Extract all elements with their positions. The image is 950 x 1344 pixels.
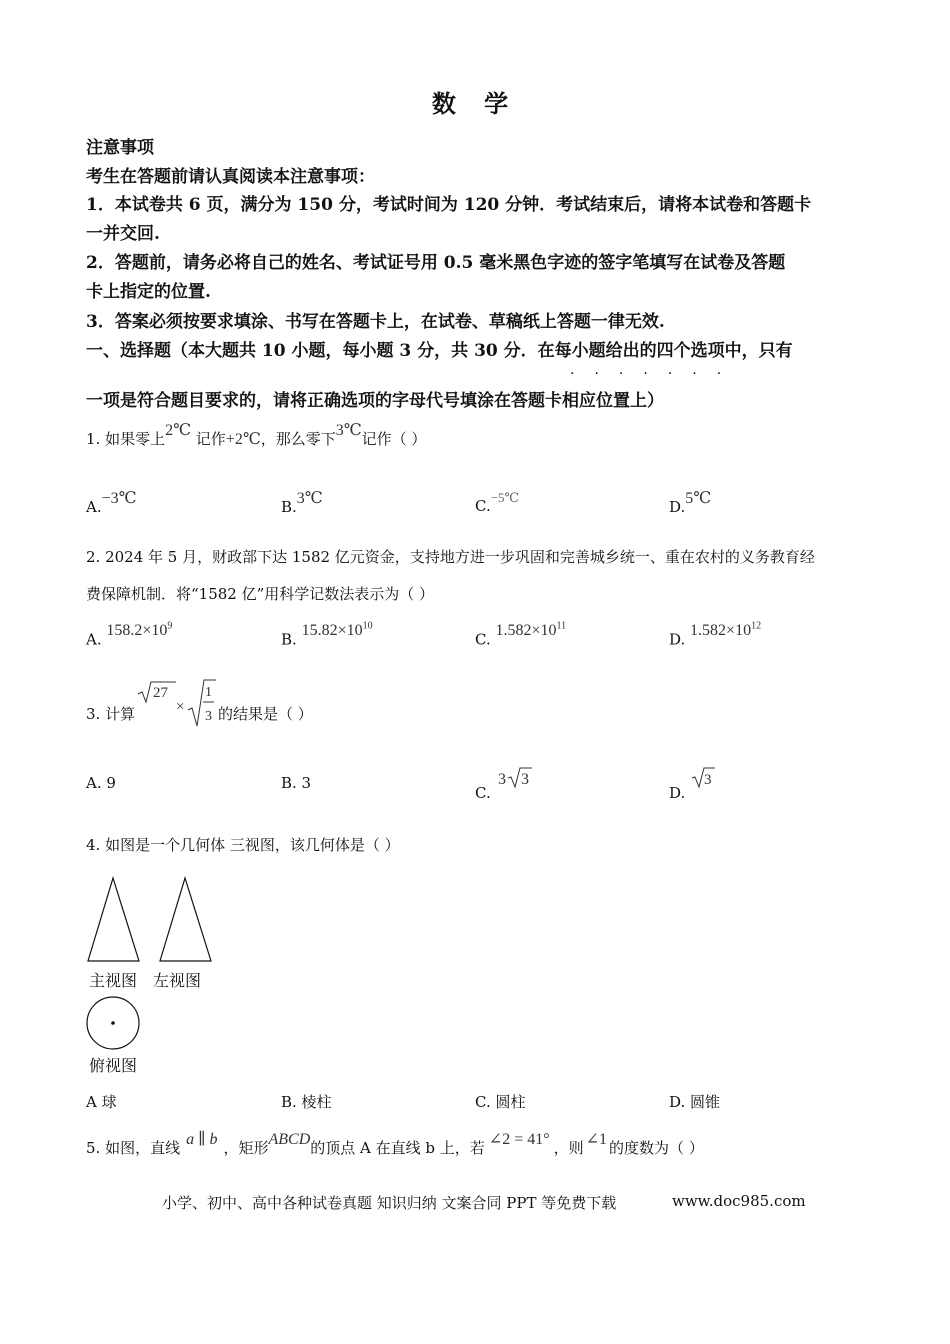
q3-option-a[interactable]: A. 9 — [86, 774, 116, 792]
math-2c: 2℃ — [165, 422, 191, 439]
q2-option-d[interactable]: D. $1.582\times 10^{12}$ — [669, 621, 762, 649]
svg-text:3: 3 — [520, 771, 529, 788]
left-view-label: 左视图 — [153, 971, 202, 990]
footer-text: 小学、初中、高中各种试卷真题 知识归纳 文案合同 PPT 等免费下载 — [162, 1194, 617, 1212]
q1-option-b[interactable]: B.3℃ — [281, 490, 323, 516]
q4-option-d[interactable]: D. 圆锥 — [669, 1093, 721, 1111]
section-heading-cont: 一项是符合题目要求的，请将正确选项的字母代号填涂在答题卡相应位置上） — [86, 391, 664, 411]
emphasis-dots: ....... — [570, 362, 742, 378]
notice-intro: 考生在答题前请认真阅读本注意事项： — [86, 167, 375, 187]
radicand-27: 27 — [153, 685, 168, 701]
question-4: 4. 如图是一个几何体 三视图，该几何体是（ ） — [86, 836, 400, 854]
q1-option-a[interactable]: A.−3℃ — [86, 490, 137, 516]
question-5: 5. 如图，直线 a ∥ b ，矩形ABCD的顶点 A 在直线 b 上，若 ∠2 = 41° ，则 ∠1 的度数为（ ） — [86, 1131, 704, 1157]
question-3-suffix: 的结果是（ ） — [218, 705, 313, 723]
top-view-label: 俯视图 — [89, 1056, 138, 1075]
section-heading: 一、选择题（本大题共 10 小题，每小题 3 分，共 30 分．在每小题给出的四个选项中，只有 — [86, 341, 793, 361]
left-view-triangle — [160, 878, 211, 961]
front-view-triangle — [88, 878, 139, 961]
fraction-denominator: 3 — [205, 709, 212, 724]
svg-text:3: 3 — [497, 771, 506, 788]
svg-text:3: 3 — [704, 772, 712, 788]
q1-option-d[interactable]: D.5℃ — [669, 490, 712, 516]
q4-option-c[interactable]: C. 圆柱 — [475, 1093, 526, 1111]
sqrt-expression — [136, 676, 216, 728]
notice-heading: 注意事项 — [86, 138, 154, 158]
question-2-line-1: 2. 2024 年 5 月，财政部下达 1582 亿元资金，支持地方进一步巩固和完善城乡统一、重在农村的义务教育经 — [86, 548, 815, 566]
three-view-triangles — [86, 874, 216, 966]
q3-option-c[interactable]: C. 3 3 — [475, 774, 532, 802]
notice-item-1: 1．本试卷共 6 页，满分为 150 分，考试时间为 120 分钟．考试结束后，请将本试卷和答题卡 — [86, 195, 812, 215]
notice-item-1-cont: 一并交回. — [86, 224, 160, 244]
q3-option-b[interactable]: B. 3 — [281, 774, 312, 792]
center-point — [111, 1021, 115, 1025]
math-3c: 3℃ — [335, 422, 362, 439]
q4-option-a[interactable]: A 球 — [86, 1093, 117, 1111]
question-2-line-2: 费保障机制．将“1582 亿”用科学记数法表示为（ ） — [86, 585, 435, 603]
question-3-prefix: 3. 计算 — [86, 705, 136, 723]
notice-item-2-cont: 卡上指定的位置. — [86, 282, 211, 302]
q3-option-d[interactable]: D. 3 — [669, 774, 716, 802]
question-1: 1. 如果零上2℃ 记作+2℃，那么零下3℃记作（ ） — [86, 422, 427, 448]
math-plus-2c: +2℃ — [225, 431, 261, 448]
page-title: 数 学 — [431, 89, 519, 118]
front-view-label: 主视图 — [89, 971, 138, 990]
q2-option-c[interactable]: C. $1.582\times 10^{11}$ — [475, 621, 567, 649]
notice-item-3: 3．答案必须按要求填涂、书写在答题卡上，在试卷、草稿纸上答题一律无效. — [86, 312, 665, 332]
footer-link[interactable]: www.doc985.com — [672, 1192, 806, 1210]
q2-option-b[interactable]: B. $15.82\times 10^{10}$ — [281, 621, 373, 649]
q2-option-a[interactable]: A. $158.2\times 10^9$ — [86, 621, 173, 649]
q1-option-c[interactable]: C.−5℃ — [475, 490, 520, 515]
times-sign: × — [176, 699, 185, 715]
q4-option-b[interactable]: B. 棱柱 — [281, 1093, 332, 1111]
top-view-circle — [84, 995, 144, 1053]
fraction-numerator: 1 — [205, 685, 212, 700]
notice-item-2: 2．答题前，请务必将自己的姓名、考试证号用 0.5 毫米黑色字迹的签字笔填写在试卷及答题 — [86, 253, 786, 273]
